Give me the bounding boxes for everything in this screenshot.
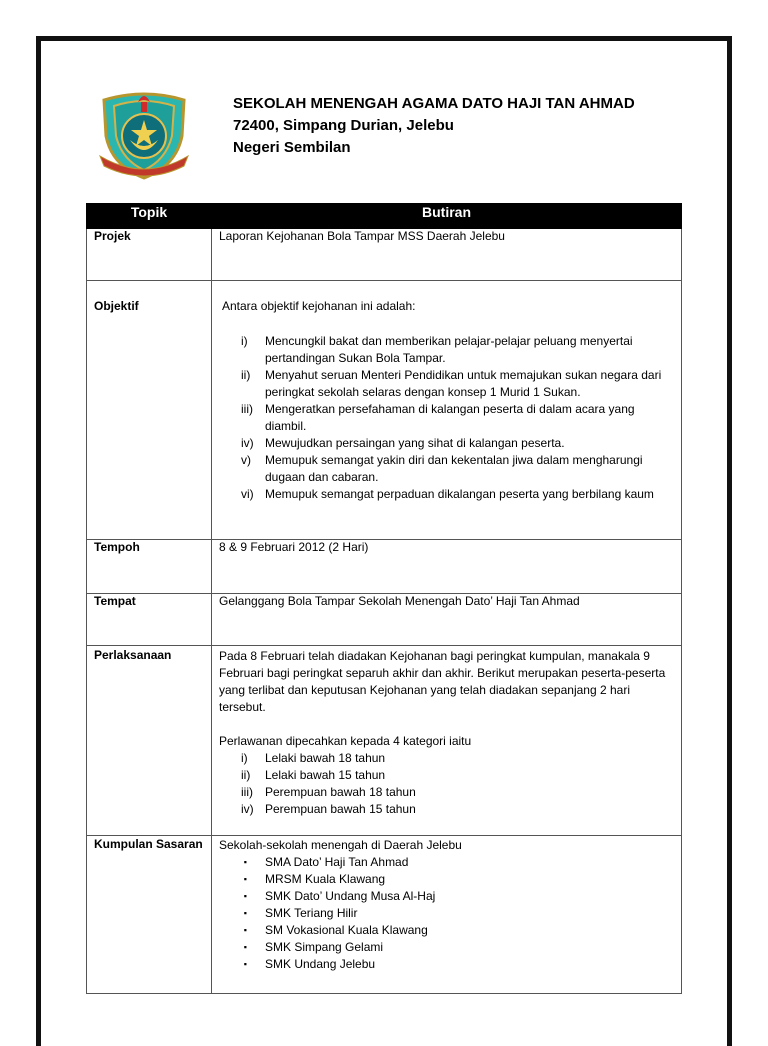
school-name-text: SMK Undang Jelebu xyxy=(265,957,376,971)
objektif-item-number: ii) xyxy=(241,368,251,382)
kumpulan-intro: Sekolah-sekolah menengah di Daerah Jelebu xyxy=(219,838,462,852)
row-tempat xyxy=(87,594,682,646)
objektif-item xyxy=(219,452,673,486)
objektif-item-number: i) xyxy=(241,334,248,348)
projek-value: Laporan Kejohanan Bola Tampar MSS Daerah Jelebu xyxy=(212,229,682,281)
school-list-item xyxy=(219,871,681,888)
category-item-number: ii) xyxy=(241,768,251,782)
school-list-item xyxy=(219,905,681,922)
category-item-text: Lelaki bawah 18 tahun xyxy=(265,751,386,765)
objektif-item-number: iii) xyxy=(241,402,253,416)
tempat-value: Gelanggang Bola Tampar Sekolah Menengah Dato’ Haji Tan Ahmad xyxy=(212,594,682,646)
school-list-item xyxy=(219,939,681,956)
objektif-item xyxy=(219,486,673,503)
objektif-item xyxy=(219,333,673,367)
school-name: SEKOLAH MENENGAH AGAMA DATO HAJI TAN AHMAD xyxy=(233,95,635,112)
school-header xyxy=(233,93,635,159)
row-objektif xyxy=(87,281,682,540)
col-topic-header: Topik xyxy=(87,204,212,229)
school-list-item xyxy=(219,922,681,939)
objektif-item-text: Memupuk semangat yakin diri dan kekentalan jiwa dalam mengharungi dugaan dan cabaran. xyxy=(265,453,643,484)
objektif-item-number: v) xyxy=(241,453,251,467)
tempoh-label: Tempoh xyxy=(87,540,212,594)
objektif-item-text: Mengeratkan persefahaman di kalangan peserta di dalam acara yang diambil. xyxy=(265,402,635,433)
school-list xyxy=(219,854,681,973)
category-item-text: Lelaki bawah 15 tahun xyxy=(265,768,386,782)
objektif-item-number: vi) xyxy=(241,487,254,501)
square-bullet-icon: ▪ xyxy=(243,942,247,952)
school-name-text: SMK Simpang Gelami xyxy=(265,940,384,954)
category-item-number: iv) xyxy=(241,802,254,816)
category-item-number: i) xyxy=(241,751,248,765)
category-item-text: Perempuan bawah 18 tahun xyxy=(265,785,416,799)
row-perlaksanaan xyxy=(87,646,682,836)
category-item xyxy=(219,750,673,767)
school-address: 72400, Simpang Durian, Jelebu xyxy=(233,117,454,134)
school-crest-logo xyxy=(96,86,192,180)
table-header-row xyxy=(87,204,682,229)
category-list xyxy=(219,750,673,818)
col-detail-header: Butiran xyxy=(212,204,682,229)
school-name-text: SM Vokasional Kuala Klawang xyxy=(265,923,428,937)
category-item-text: Perempuan bawah 15 tahun xyxy=(265,802,416,816)
tempoh-value: 8 & 9 Februari 2012 (2 Hari) xyxy=(212,540,682,594)
school-list-item xyxy=(219,854,681,871)
objektif-item-text: Mewujudkan persaingan yang sihat di kalangan peserta. xyxy=(265,436,565,450)
perlaksanaan-intro: Perlawanan dipecahkan kepada 4 kategori iaitu xyxy=(219,734,472,748)
square-bullet-icon: ▪ xyxy=(243,908,247,918)
category-item xyxy=(219,767,673,784)
school-name-text: SMK Teriang Hilir xyxy=(265,906,358,920)
objektif-item xyxy=(219,401,673,435)
school-list-item xyxy=(219,888,681,905)
school-name-text: SMA Dato’ Haji Tan Ahmad xyxy=(265,855,409,869)
row-kumpulan-sasaran xyxy=(87,836,682,994)
square-bullet-icon: ▪ xyxy=(243,925,247,935)
school-list-item xyxy=(219,956,681,973)
objektif-item-text: Menyahut seruan Menteri Pendidikan untuk memajukan sukan negara dari peringkat sekolah selaras dengan konsep 1 Murid 1 Sukan. xyxy=(265,368,662,399)
category-item xyxy=(219,801,673,818)
objektif-item xyxy=(219,367,673,401)
objektif-list xyxy=(219,333,673,503)
school-state: Negeri Sembilan xyxy=(233,139,351,156)
objektif-item xyxy=(219,435,673,452)
objektif-item-text: Mencungkil bakat dan memberikan pelajar-pelajar peluang menyertai pertandingan Sukan Bola Tampar. xyxy=(265,334,633,365)
objektif-item-text: Memupuk semangat perpaduan dikalangan peserta yang berbilang kaum xyxy=(265,487,654,501)
category-item xyxy=(219,784,673,801)
perlaksanaan-label: Perlaksanaan xyxy=(87,646,212,836)
objektif-label: Objektif xyxy=(87,281,212,540)
row-tempoh xyxy=(87,540,682,594)
objektif-intro: Antara objektif kejohanan ini adalah: xyxy=(222,299,416,313)
tempat-label: Tempat xyxy=(87,594,212,646)
report-table xyxy=(86,203,682,994)
objektif-item-number: iv) xyxy=(241,436,254,450)
school-name-text: SMK Dato’ Undang Musa Al-Haj xyxy=(265,889,436,903)
category-item-number: iii) xyxy=(241,785,253,799)
school-name-text: MRSM Kuala Klawang xyxy=(265,872,386,886)
square-bullet-icon: ▪ xyxy=(243,891,247,901)
square-bullet-icon: ▪ xyxy=(243,959,247,969)
square-bullet-icon: ▪ xyxy=(243,857,247,867)
row-projek xyxy=(87,229,682,281)
square-bullet-icon: ▪ xyxy=(243,874,247,884)
perlaksanaan-paragraph: Pada 8 Februari telah diadakan Kejohanan bagi peringkat kumpulan, manakala 9 Februari bagi peringkat separuh akhir dan akhir. Berikut merupakan peserta-peserta yang terlibat dan keputusan Kejohanan yang telah diadakan sepanjang 2 hari tersebut. xyxy=(219,649,666,714)
projek-label: Projek xyxy=(87,229,212,281)
kumpulan-label: Kumpulan Sasaran xyxy=(87,836,212,994)
